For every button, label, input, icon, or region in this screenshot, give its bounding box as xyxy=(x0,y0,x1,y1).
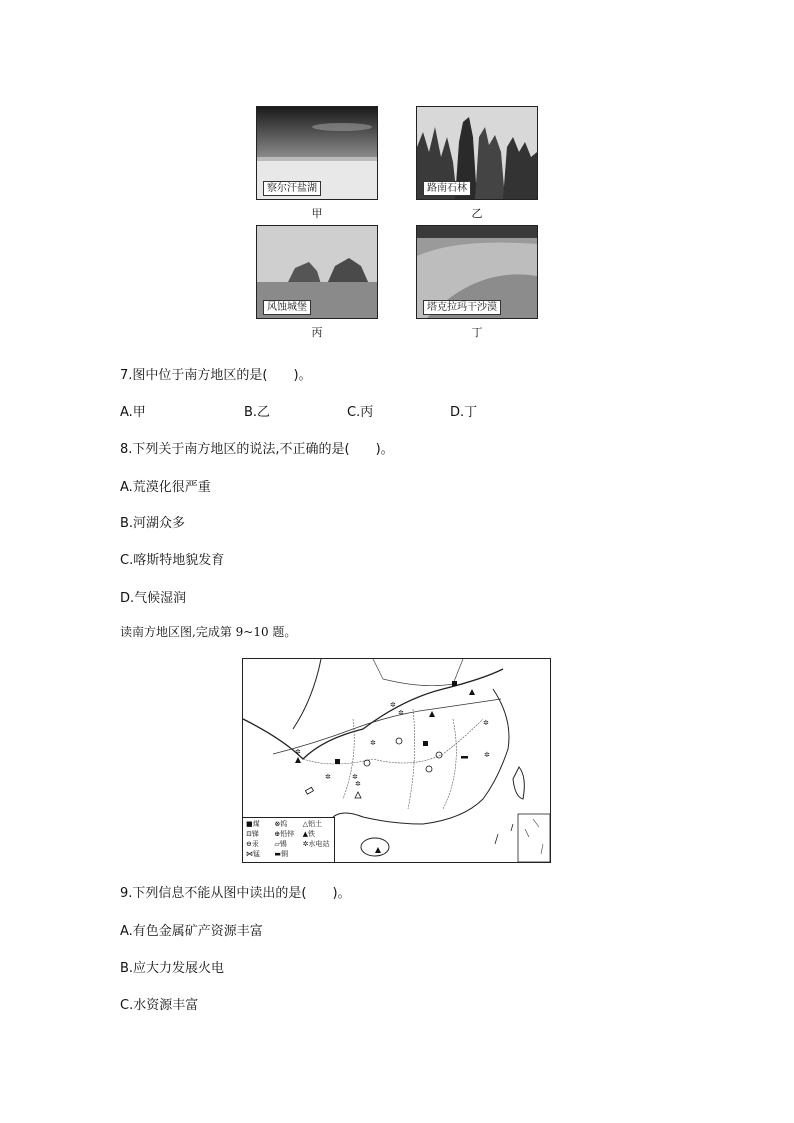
photo-caption: 丙 xyxy=(311,326,323,339)
question-7: 7.图中位于南方地区的是( )。 xyxy=(120,368,312,383)
photo-label: 风蚀城堡 xyxy=(263,300,311,315)
option-c: C.丙 xyxy=(347,405,374,420)
south-china-map xyxy=(242,658,551,863)
option-b: B.乙 xyxy=(244,405,271,420)
legend-item: ▱锡 xyxy=(274,840,287,848)
svg-text:✲: ✲ xyxy=(483,719,489,727)
option-a: A.甲 xyxy=(120,405,146,420)
legend-item: ⊗钨 xyxy=(274,820,288,828)
photo-caption: 乙 xyxy=(471,207,483,220)
svg-text:✲: ✲ xyxy=(295,748,301,756)
question-8: 8.下列关于南方地区的说法,不正确的是( )。 xyxy=(120,442,394,457)
option-b: B.应大力发展火电 xyxy=(120,961,225,976)
option-d: D.气候湿润 xyxy=(120,591,187,606)
photo-label: 察尔汗盐湖 xyxy=(263,181,321,196)
legend-item: ▲铁 xyxy=(302,830,316,838)
svg-text:✲: ✲ xyxy=(352,773,358,781)
photo-yardang xyxy=(256,225,378,319)
legend-item: ✲水电站 xyxy=(302,840,330,848)
photo-caption: 甲 xyxy=(311,207,323,220)
svg-text:✲: ✲ xyxy=(390,701,396,709)
svg-text:✲: ✲ xyxy=(484,751,490,759)
svg-text:✲: ✲ xyxy=(370,739,376,747)
question-9: 9.下列信息不能从图中读出的是( )。 xyxy=(120,886,351,901)
map-legend xyxy=(243,817,335,862)
photo-stone-forest xyxy=(416,106,538,200)
legend-item: ⊖汞 xyxy=(246,840,259,848)
legend-item: ⋈锰 xyxy=(246,850,260,858)
legend-item: △铝土 xyxy=(302,820,323,828)
legend-item: ⊡锑 xyxy=(246,830,259,838)
legend-item: ⊕铅锌 xyxy=(274,830,295,838)
option-c: C.水资源丰富 xyxy=(120,998,199,1013)
svg-text:✲: ✲ xyxy=(398,709,404,717)
photo-desert xyxy=(416,225,538,319)
photo-label: 路南石林 xyxy=(423,181,471,196)
map-intro: 读南方地区图,完成第 9~10 题。 xyxy=(120,625,297,639)
option-d: D.丁 xyxy=(450,405,478,420)
legend-item: ▬铜 xyxy=(274,850,288,858)
photo-salt-lake xyxy=(256,106,378,200)
option-a: A.有色金属矿产资源丰富 xyxy=(120,924,263,939)
svg-text:✲: ✲ xyxy=(325,773,331,781)
option-a: A.荒漠化很严重 xyxy=(120,480,211,495)
option-c: C.喀斯特地貌发育 xyxy=(120,553,225,568)
svg-text:✲: ✲ xyxy=(355,780,361,788)
photo-caption: 丁 xyxy=(471,326,483,339)
option-b: B.河湖众多 xyxy=(120,516,186,531)
photo-label: 塔克拉玛干沙漠 xyxy=(423,300,501,315)
legend-item: ■煤 xyxy=(246,820,260,828)
